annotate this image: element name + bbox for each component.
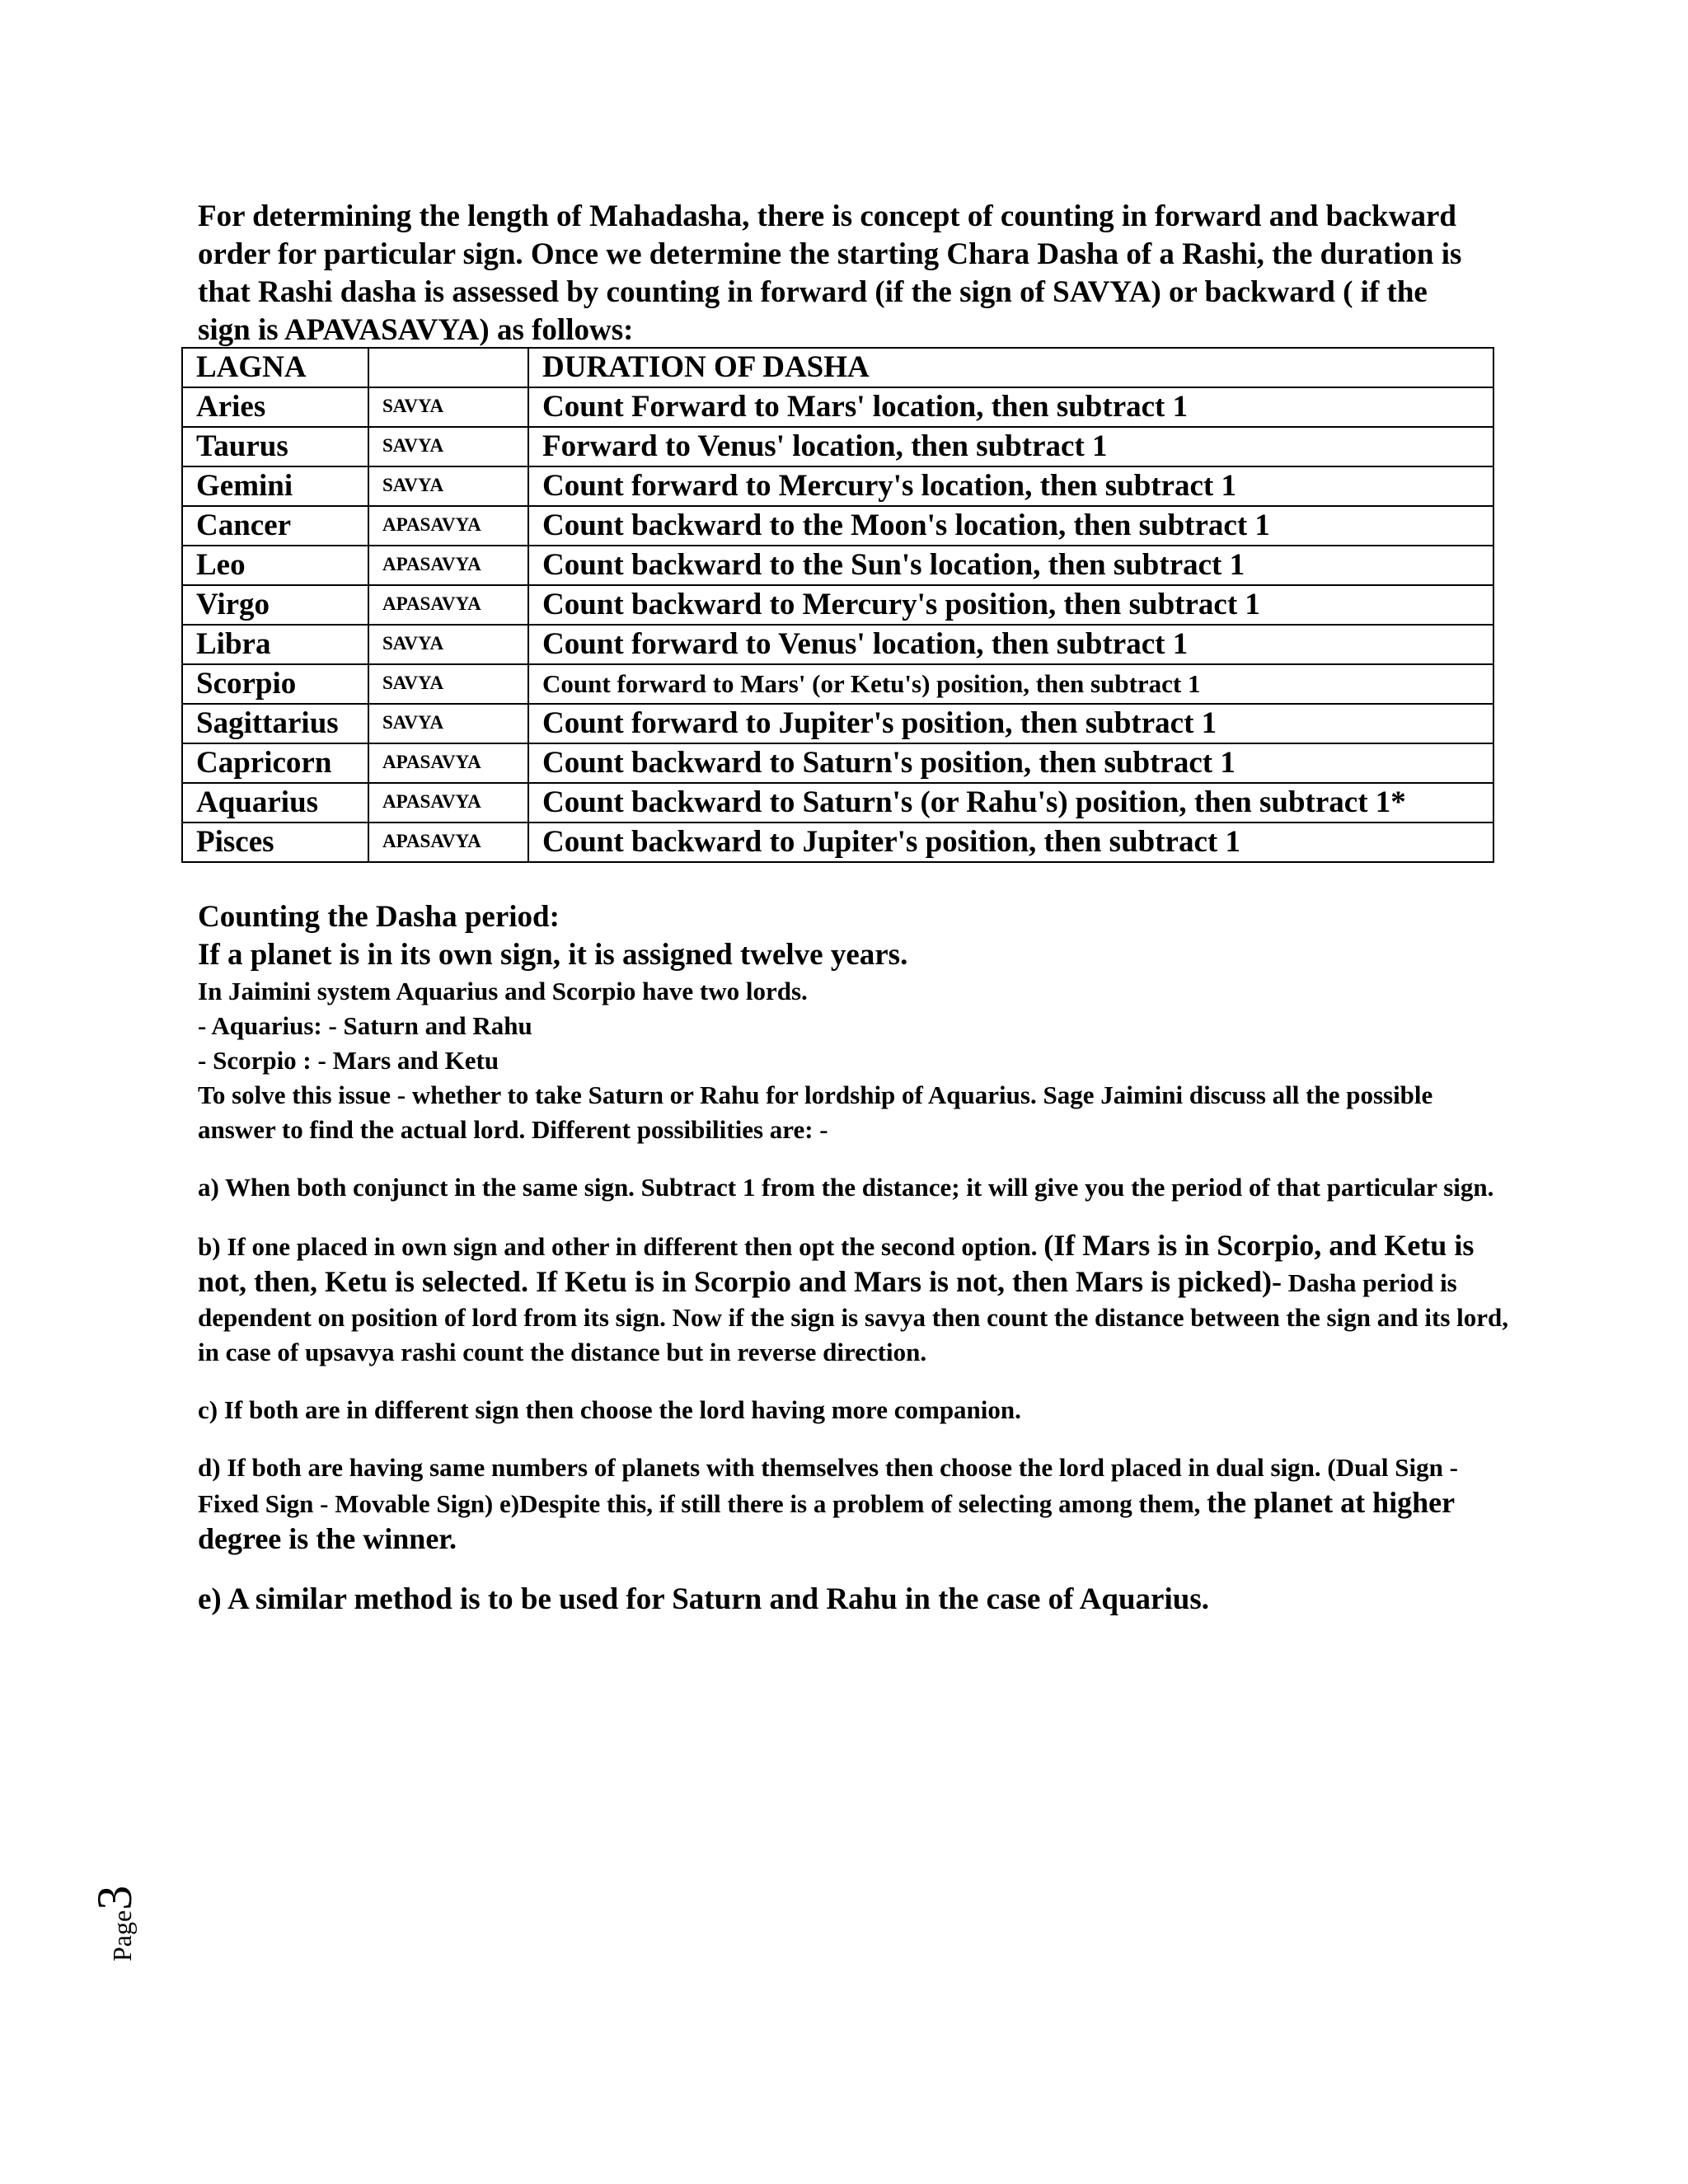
own-sign-rule: If a planet is in its own sign, it is assigned twelve years.: [198, 938, 908, 972]
sign-cell: Aquarius: [182, 783, 368, 823]
rule-c: c) If both are in different sign then choose the lord having more companion.: [198, 1395, 1021, 1424]
direction-cell: SAVYA: [368, 427, 528, 466]
duration-cell: Count Forward to Mars' location, then subtract 1: [528, 387, 1493, 427]
table-row: [182, 506, 1493, 546]
sign-cell: Gemini: [182, 466, 368, 506]
table-row: [182, 585, 1493, 625]
header-lagna: LAGNA: [182, 348, 368, 387]
header-direction: [368, 348, 528, 387]
table-header-row: [182, 348, 1493, 387]
direction-cell: SAVYA: [368, 387, 528, 427]
table-row: [182, 466, 1493, 506]
sign-cell: Virgo: [182, 585, 368, 625]
table-row: [182, 783, 1493, 823]
direction-cell: SAVYA: [368, 625, 528, 664]
table-row: [182, 625, 1493, 664]
direction-cell: APASAVYA: [368, 585, 528, 625]
table-row: [182, 743, 1493, 783]
duration-cell: Count backward to Jupiter's position, then subtract 1: [528, 823, 1493, 862]
direction-cell: APASAVYA: [368, 743, 528, 783]
explanation-section: [198, 898, 1517, 1619]
aquarius-lords: - Aquarius: - Saturn and Rahu: [198, 1011, 532, 1040]
page-label: Page: [107, 1910, 137, 1961]
sign-cell: Pisces: [182, 823, 368, 862]
table-row: [182, 546, 1493, 585]
table-row: [182, 664, 1493, 704]
issue-paragraph: To solve this issue - whether to take Saturn or Rahu for lordship of Aquarius. Sage Jaimini discuss all the possible answer to find the actual lord. Different possibilities are: -: [198, 1080, 1433, 1144]
rule-d: [198, 1451, 1517, 1558]
sign-cell: Sagittarius: [182, 704, 368, 743]
rule-d-emphasis: the planet at higher degree is the winner.: [198, 1486, 1455, 1555]
rule-b-emphasis: (If Mars is in Scorpio, and Ketu is not, then, Ketu is selected. If Ketu is in Scorpio and Mars is not, then Mars is picked)-: [198, 1229, 1475, 1298]
scorpio-lords: - Scorpio : - Mars and Ketu: [198, 1046, 499, 1075]
duration-cell: Count backward to Saturn's position, then subtract 1: [528, 743, 1493, 783]
sign-cell: Cancer: [182, 506, 368, 546]
direction-cell: APASAVYA: [368, 546, 528, 585]
rule-b: [198, 1228, 1517, 1370]
rule-a: a) When both conjunct in the same sign. Subtract 1 from the distance; it will give you the period of that particular sign.: [198, 1173, 1494, 1202]
sign-cell: Aries: [182, 387, 368, 427]
rule-e: e) A similar method is to be used for Saturn and Rahu in the case of Aquarius.: [198, 1582, 1209, 1616]
direction-cell: SAVYA: [368, 466, 528, 506]
direction-cell: SAVYA: [368, 704, 528, 743]
duration-cell: Count backward to the Sun's location, then subtract 1: [528, 546, 1493, 585]
direction-cell: APASAVYA: [368, 783, 528, 823]
duration-cell: Count backward to the Moon's location, then subtract 1: [528, 506, 1493, 546]
duration-cell: Count forward to Venus' location, then subtract 1: [528, 625, 1493, 664]
duration-cell: Forward to Venus' location, then subtract 1: [528, 427, 1493, 466]
direction-cell: SAVYA: [368, 664, 528, 704]
sign-cell: Leo: [182, 546, 368, 585]
duration-cell: Count forward to Mercury's location, then subtract 1: [528, 466, 1493, 506]
table-row: [182, 427, 1493, 466]
two-lords-note: In Jaimini system Aquarius and Scorpio have two lords.: [198, 977, 808, 1005]
rule-b-end: Dasha period is dependent on position of lord from its sign. Now if the sign is savya then count the distance between the sign and its lord, in case of upsavya rashi count the distance but in reverse direction.: [198, 1268, 1509, 1366]
page-number: [87, 1846, 142, 1961]
duration-cell: Count backward to Mercury's position, then subtract 1: [528, 585, 1493, 625]
rule-d-start: d) If both are having same numbers of planets with themselves then choose the lord placed in dual sign. (Dual Sign - Fixed Sign - Movable Sign) e)Despite this, if still there is a problem of selecting among them,: [198, 1453, 1458, 1518]
duration-cell: Count backward to Saturn's (or Rahu's) position, then subtract 1*: [528, 783, 1493, 823]
sign-cell: Scorpio: [182, 664, 368, 704]
sign-cell: Taurus: [182, 427, 368, 466]
duration-cell: Count forward to Mars' (or Ketu's) position, then subtract 1: [528, 664, 1493, 704]
counting-heading: Counting the Dasha period:: [198, 900, 560, 934]
table-row: [182, 704, 1493, 743]
direction-cell: APASAVYA: [368, 823, 528, 862]
table-row: [182, 823, 1493, 862]
header-duration: DURATION OF DASHA: [528, 348, 1493, 387]
sign-cell: Capricorn: [182, 743, 368, 783]
duration-cell: Count forward to Jupiter's position, then subtract 1: [528, 704, 1493, 743]
sign-cell: Libra: [182, 625, 368, 664]
intro-paragraph: For determining the length of Mahadasha, there is concept of counting in forward and backward order for particular sign. Once we determine the starting Chara Dasha of a Rashi, the duration is that Rashi dasha is assessed by counting in forward (if the sign of SAVYA) or backward ( if the sign is APAVASAVYA) as follows:: [198, 199, 1462, 347]
page-number-value: 3: [87, 1885, 142, 1910]
dasha-table: [181, 347, 1494, 863]
direction-cell: APASAVYA: [368, 506, 528, 546]
table-row: [182, 387, 1493, 427]
rule-b-start: b) If one placed in own sign and other in different then opt the second option.: [198, 1232, 1044, 1261]
